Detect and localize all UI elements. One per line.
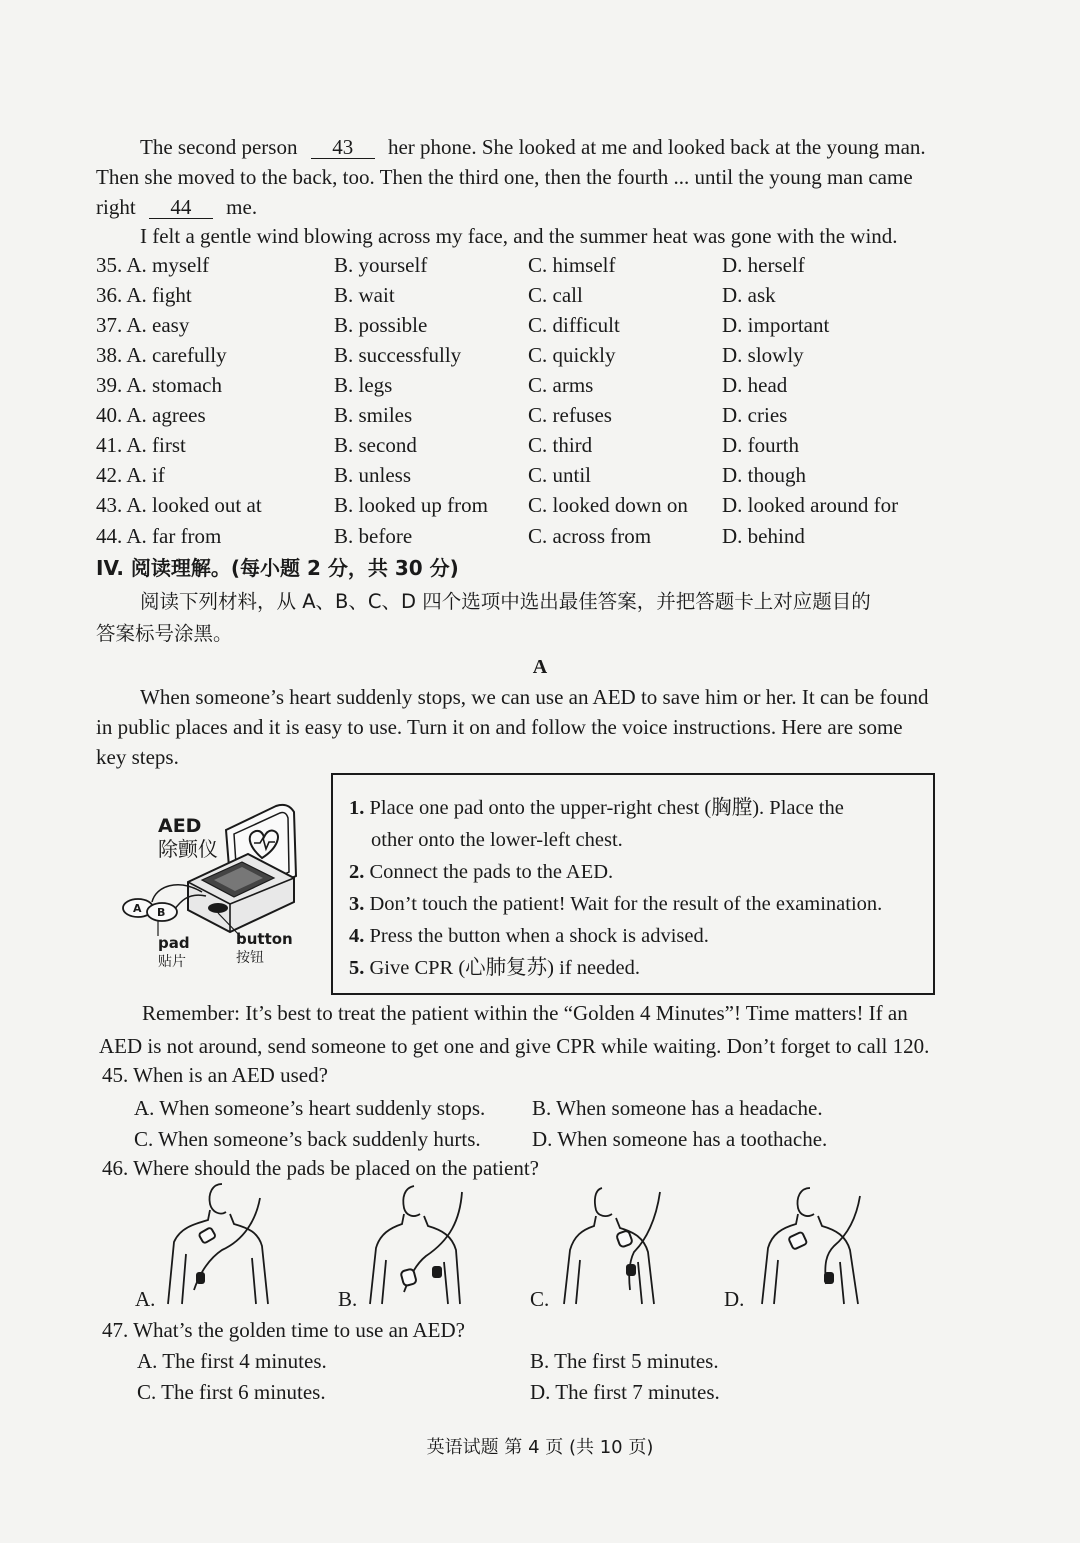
step-5: [349, 953, 640, 983]
option-a: 36. A. fight: [96, 283, 192, 307]
q46-label-d: D.: [724, 1287, 745, 1311]
pad-right: [432, 1266, 442, 1278]
option-d: D. slowly: [722, 343, 804, 367]
section-instruction: 阅读下列材料，从 A、B、C、D 四个选项中选出最佳答案，并把答题卡上对应题目的: [140, 590, 871, 613]
option-row-44: [96, 521, 996, 551]
pad-upper: [198, 1227, 216, 1244]
button-label: button: [236, 930, 293, 948]
step-text: Don’t touch the patient! Wait for the result of the examination.: [369, 893, 883, 915]
option-b: B. before: [334, 524, 413, 548]
q45-option-c: C. When someone’s back suddenly hurts.: [134, 1127, 481, 1151]
q47-option-b: B. The first 5 minutes.: [530, 1349, 719, 1373]
option-a: 37. A. easy: [96, 313, 190, 337]
step-3: [349, 889, 882, 919]
cloze-text: me.: [226, 195, 258, 219]
remember-line-1: Remember: It’s best to treat the patient within the “Golden 4 Minutes”! Time matters! If an: [142, 1001, 908, 1025]
question-46: 46. Where should the pads be placed on the patient?: [102, 1156, 539, 1180]
step-2: [349, 857, 613, 887]
pad-upper: [788, 1232, 807, 1250]
option-c: C. call: [528, 283, 583, 307]
cloze-text: her phone. She looked at me and looked back at the young man.: [387, 135, 926, 159]
option-c: C. himself: [528, 253, 616, 277]
q45-option-d: D. When someone has a toothache.: [532, 1127, 828, 1151]
option-d: D. herself: [722, 253, 805, 277]
option-c: C. until: [528, 463, 592, 487]
pad-lower: [196, 1272, 205, 1284]
question-45: 45. When is an AED used?: [102, 1063, 328, 1087]
q47-option-c: C. The first 6 minutes.: [137, 1380, 326, 1404]
option-row-38: [96, 340, 996, 370]
cloze-line-3: [96, 192, 257, 222]
option-d: D. though: [722, 463, 806, 487]
q47-option-d: D. The first 7 minutes.: [530, 1380, 720, 1404]
option-row-36: [96, 280, 996, 310]
option-d: D. ask: [722, 283, 776, 307]
option-b: B. yourself: [334, 253, 428, 277]
aed-label: AED: [158, 815, 202, 837]
q46-label-c: C.: [530, 1287, 550, 1311]
option-c: C. quickly: [528, 343, 616, 367]
passage-intro-line-3: key steps.: [96, 745, 179, 769]
step-4: [349, 921, 709, 951]
step-number: 5.: [349, 957, 365, 979]
step-text: Connect the pads to the AED.: [369, 861, 614, 883]
aed-illustration: [118, 798, 323, 978]
step-text: Place one pad onto the upper-right chest (胸膛). Place the: [369, 797, 844, 819]
q47-option-a: A. The first 4 minutes.: [137, 1349, 327, 1373]
step-1-cont: other onto the lower-left chest.: [371, 829, 623, 851]
passage-intro-line-2: in public places and it is easy to use. Turn it on and follow the voice instructions. Here are some: [96, 715, 903, 739]
option-d: D. behind: [722, 524, 805, 548]
option-c: C. third: [528, 433, 593, 457]
option-a: 35. A. myself: [96, 253, 210, 277]
option-a: 39. A. stomach: [96, 373, 222, 397]
page-footer: 英语试题 第 4 页 (共 10 页): [426, 1437, 654, 1458]
option-b: B. successfully: [334, 343, 462, 367]
option-a: 38. A. carefully: [96, 343, 227, 367]
option-b: B. second: [334, 433, 417, 457]
section-heading: IV. 阅读理解。(每小题 2 分，共 30 分): [96, 556, 459, 580]
pad-a-letter: A: [133, 902, 142, 915]
option-c: C. arms: [528, 373, 594, 397]
step-text: Press the button when a shock is advised.: [369, 925, 709, 947]
blank-43: 43: [311, 136, 375, 159]
option-a: 40. A. agrees: [96, 403, 206, 427]
step-number: 4.: [349, 925, 365, 947]
option-d: D. cries: [722, 403, 788, 427]
cloze-text: The second person: [140, 135, 298, 159]
question-47: 47. What’s the golden time to use an AED?: [102, 1318, 465, 1342]
option-d: D. important: [722, 313, 830, 337]
option-b: B. wait: [334, 283, 395, 307]
option-b: B. possible: [334, 313, 428, 337]
step-number: 3.: [349, 893, 365, 915]
button-label-cn: 按钮: [236, 950, 264, 966]
option-c: C. refuses: [528, 403, 612, 427]
option-c: C. looked down on: [528, 493, 688, 517]
option-row-37: [96, 310, 996, 340]
option-row-39: [96, 370, 996, 400]
option-a: 41. A. first: [96, 433, 186, 457]
option-row-42: [96, 460, 996, 490]
section-instruction-cont: 答案标号涂黑。: [96, 622, 233, 645]
cloze-line-2: Then she moved to the back, too. Then the third one, then the fourth ... until the young man came: [96, 165, 913, 189]
steps-box: [331, 773, 935, 995]
option-a: 42. A. if: [96, 463, 165, 487]
pad-label: pad: [158, 934, 190, 952]
option-row-40: [96, 400, 996, 430]
cloze-line-1: [140, 132, 926, 162]
passage-label: A: [532, 656, 548, 678]
blank-44: 44: [149, 196, 213, 219]
option-d: D. looked around for: [722, 493, 899, 517]
pad-left: [400, 1268, 416, 1286]
option-d: D. fourth: [722, 433, 799, 457]
step-text: Give CPR (心肺复苏) if needed.: [369, 957, 640, 979]
q45-option-a: A. When someone’s heart suddenly stops.: [134, 1096, 486, 1120]
option-c: C. difficult: [528, 313, 620, 337]
torso-figure-c: [560, 1180, 670, 1310]
option-b: B. legs: [334, 373, 393, 397]
option-row-41: [96, 430, 996, 460]
step-number: 1.: [349, 797, 365, 819]
remember-line-2: AED is not around, send someone to get one and give CPR while waiting. Don’t forget to call 120.: [99, 1034, 930, 1058]
step-1: [349, 793, 844, 823]
cloze-line-4: I felt a gentle wind blowing across my face, and the summer heat was gone with the wind.: [140, 224, 898, 248]
option-b: B. unless: [334, 463, 412, 487]
torso-figure-b: [366, 1180, 476, 1310]
q46-label-b: B.: [338, 1287, 358, 1311]
pad-label-cn: 贴片: [158, 954, 186, 970]
passage-intro-line-1: When someone’s heart suddenly stops, we can use an AED to save him or her. It can be found: [140, 685, 929, 709]
step-number: 2.: [349, 861, 365, 883]
option-b: B. smiles: [334, 403, 413, 427]
option-c: C. across from: [528, 524, 652, 548]
option-row-43: [96, 490, 996, 520]
pad-b: [147, 903, 177, 921]
pad-lower: [824, 1272, 834, 1284]
option-a: 43. A. looked out at: [96, 493, 262, 517]
q46-label-a: A.: [135, 1287, 156, 1311]
option-d: D. head: [722, 373, 788, 397]
option-b: B. looked up from: [334, 493, 488, 517]
cloze-text: right: [96, 195, 136, 219]
torso-figure-d: [754, 1180, 869, 1310]
pad-b-letter: B: [157, 906, 166, 919]
option-row-35: [96, 250, 996, 280]
aed-label-cn: 除颤仪: [158, 837, 218, 861]
torso-figure-a: [160, 1180, 270, 1310]
option-a: 44. A. far from: [96, 524, 222, 548]
q45-option-b: B. When someone has a headache.: [532, 1096, 823, 1120]
pad-lower: [626, 1264, 636, 1276]
